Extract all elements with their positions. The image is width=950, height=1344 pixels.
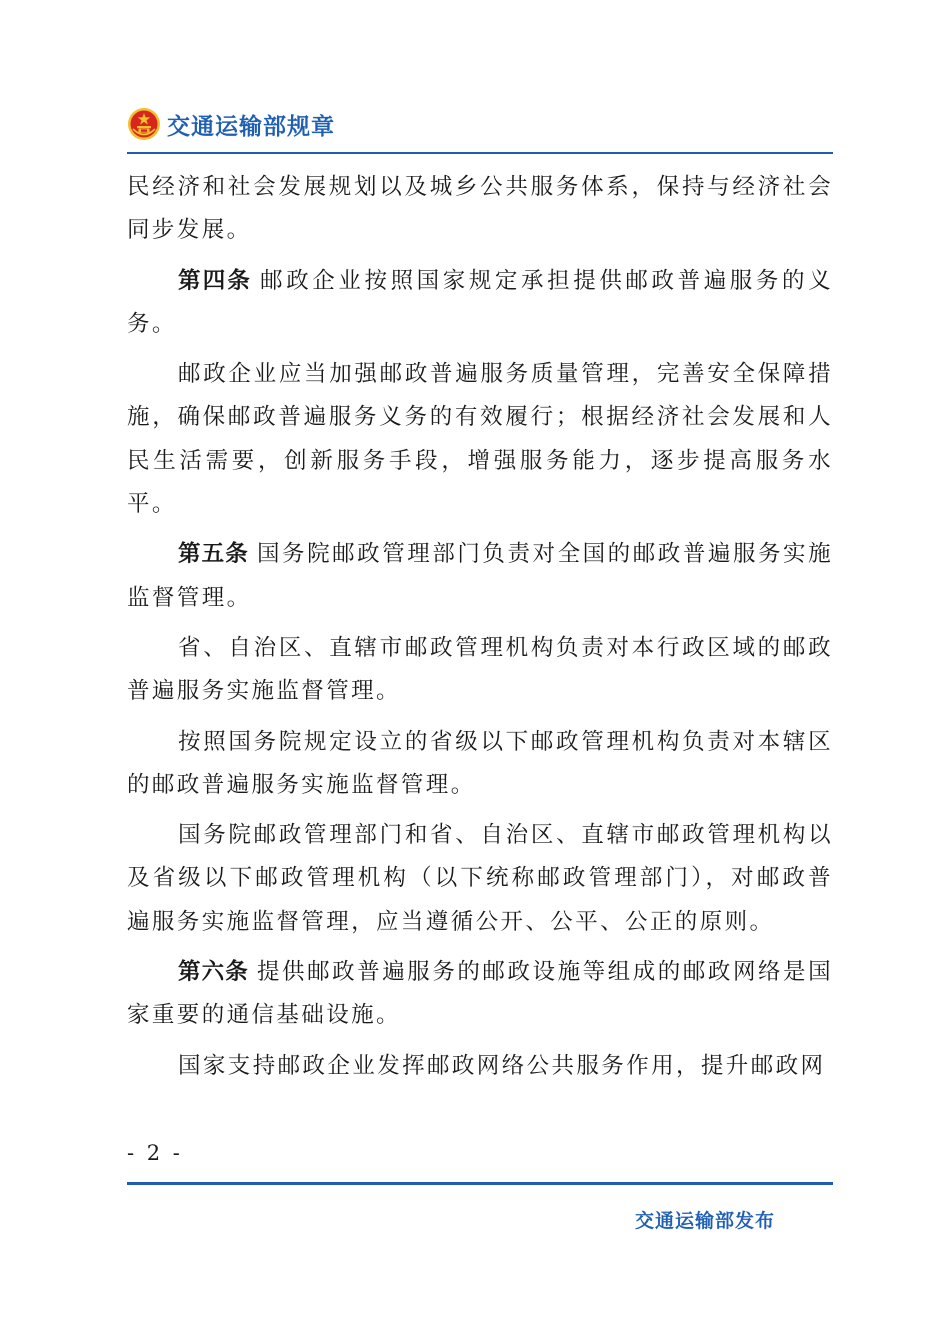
paragraph — [127, 814, 833, 944]
page-header — [127, 104, 335, 144]
article-number: 第六条 — [178, 959, 249, 986]
paragraph-text: 国务院邮政管理部门和省、自治区、直辖市邮政管理机构以及省级以下邮政管理机构（以下统称邮政管理部门），对邮政普遍服务实施监督管理，应当遵循公开、公平、公正的原则。 — [127, 822, 833, 935]
paragraph — [127, 627, 833, 714]
paragraph — [127, 951, 833, 1038]
article-number: 第五条 — [178, 541, 249, 568]
paragraph — [127, 1045, 833, 1088]
paragraph-text: 邮政企业应当加强邮政普遍服务质量管理，完善安全保障措施，确保邮政普遍服务义务的有效履行；根据经济社会发展和人民生活需要，创新服务手段，增强服务能力，逐步提高服务水平。 — [127, 361, 833, 518]
paragraph-text: 提供邮政普遍服务的邮政设施等组成的邮政网络是国家重要的通信基础设施。 — [127, 959, 833, 1029]
paragraph — [127, 533, 833, 620]
footer-divider — [127, 1182, 833, 1185]
paragraph — [127, 721, 833, 808]
paragraph — [127, 353, 833, 526]
paragraph-text: 邮政企业按照国家规定承担提供邮政普遍服务的义务。 — [127, 267, 833, 337]
paragraph-text: 国务院邮政管理部门负责对全国的邮政普遍服务实施监督管理。 — [127, 541, 833, 611]
paragraph-text: 省、自治区、直辖市邮政管理机构负责对本行政区域的邮政普遍服务实施监督管理。 — [127, 634, 833, 705]
footer-publisher: 交通运输部发布 — [634, 1210, 775, 1232]
header-title: 交通运输部规章 — [167, 113, 335, 140]
paragraph — [127, 260, 833, 347]
paragraph-text: 民经济和社会发展规划以及城乡公共服务体系，保持与经济社会同步发展。 — [127, 174, 833, 244]
document-body — [127, 166, 833, 1095]
article-number: 第四条 — [178, 267, 253, 294]
paragraph-text: 国家支持邮政企业发挥邮政网络公共服务作用，提升邮政网 — [178, 1052, 826, 1079]
paragraph-text: 按照国务院规定设立的省级以下邮政管理机构负责对本辖区的邮政普遍服务实施监督管理。 — [127, 728, 833, 798]
page-number: - 2 - — [127, 1141, 183, 1165]
paragraph — [127, 166, 833, 253]
header-divider — [127, 152, 833, 154]
national-emblem-icon — [127, 107, 161, 141]
